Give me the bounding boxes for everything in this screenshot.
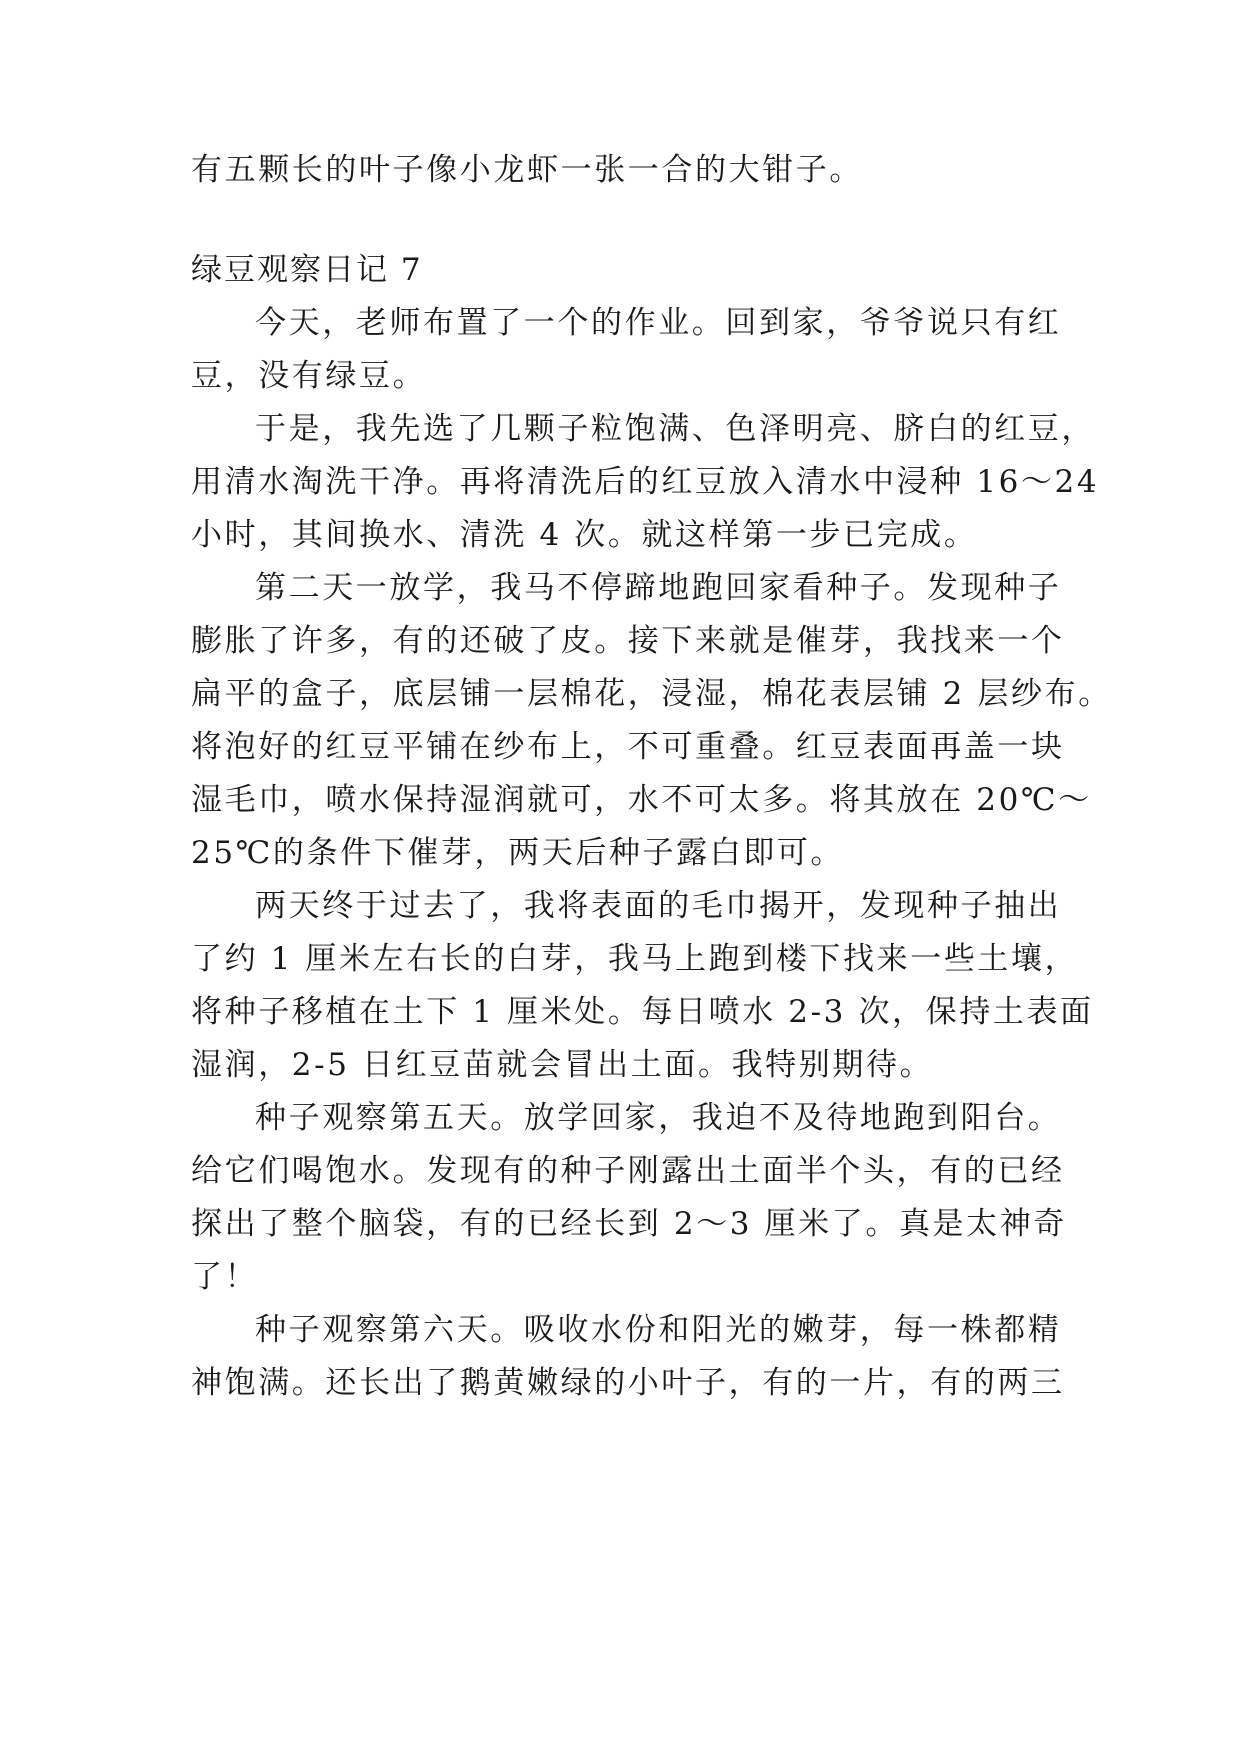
- paragraph-line: 湿润，2-5 日红豆苗就会冒出土面。我特别期待。: [191, 1047, 934, 1083]
- paragraph-line: 两天终于过去了，我将表面的毛巾揭开，发现种子抽出: [255, 888, 1062, 924]
- paragraph-line: 今天，老师布置了一个的作业。回到家，爷爷说只有红: [255, 305, 1062, 341]
- paragraph-line: 给它们喝饱水。发现有的种子刚露出土面半个头，有的已经: [191, 1153, 1065, 1189]
- section-title: 绿豆观察日记 7: [191, 252, 423, 288]
- paragraph-line: 种子观察第五天。放学回家，我迫不及待地跑到阳台。: [255, 1100, 1062, 1136]
- paragraph-line: 豆，没有绿豆。: [191, 358, 427, 394]
- paragraph-line: 探出了整个脑袋，有的已经长到 2～3 厘米了。真是太神奇: [191, 1206, 1067, 1242]
- paragraph-line: 第二天一放学，我马不停蹄地跑回家看种子。发现种子: [255, 570, 1062, 606]
- paragraph-line: 用清水淘洗干净。再将清洗后的红豆放入清水中浸种 16～24: [191, 464, 1100, 500]
- paragraph-line: 神饱满。还长出了鹅黄嫩绿的小叶子，有的一片，有的两三: [191, 1365, 1065, 1401]
- continuation-line: 有五颗长的叶子像小龙虾一张一合的大钳子。: [191, 152, 863, 188]
- paragraph-line: 于是，我先选了几颗子粒饱满、色泽明亮、脐白的红豆，: [255, 411, 1095, 447]
- paragraph-line: 了约 1 厘米左右长的白芽，我马上跑到楼下找来一些土壤，: [191, 941, 1079, 977]
- paragraph-line: 将泡好的红豆平铺在纱布上，不可重叠。红豆表面再盖一块: [191, 729, 1065, 765]
- paragraph-line: 湿毛巾，喷水保持湿润就可，水不可太多。将其放在 20℃～: [191, 782, 1092, 818]
- paragraph-line: 25℃的条件下催芽，两天后种子露白即可。: [191, 835, 845, 871]
- paragraph-line: 种子观察第六天。吸收水份和阳光的嫩芽，每一株都精: [255, 1312, 1062, 1348]
- paragraph-line: 了！: [191, 1259, 259, 1295]
- paragraph-line: 将种子移植在土下 1 厘米处。每日喷水 2-3 次，保持土表面: [191, 994, 1094, 1030]
- paragraph-line: 扁平的盒子，底层铺一层棉花，浸湿，棉花表层铺 2 层纱布。: [191, 676, 1112, 712]
- paragraph-line: 小时，其间换水、清洗 4 次。就这样第一步已完成。: [191, 517, 978, 553]
- paragraph-line: 膨胀了许多，有的还破了皮。接下来就是催芽，我找来一个: [191, 623, 1065, 659]
